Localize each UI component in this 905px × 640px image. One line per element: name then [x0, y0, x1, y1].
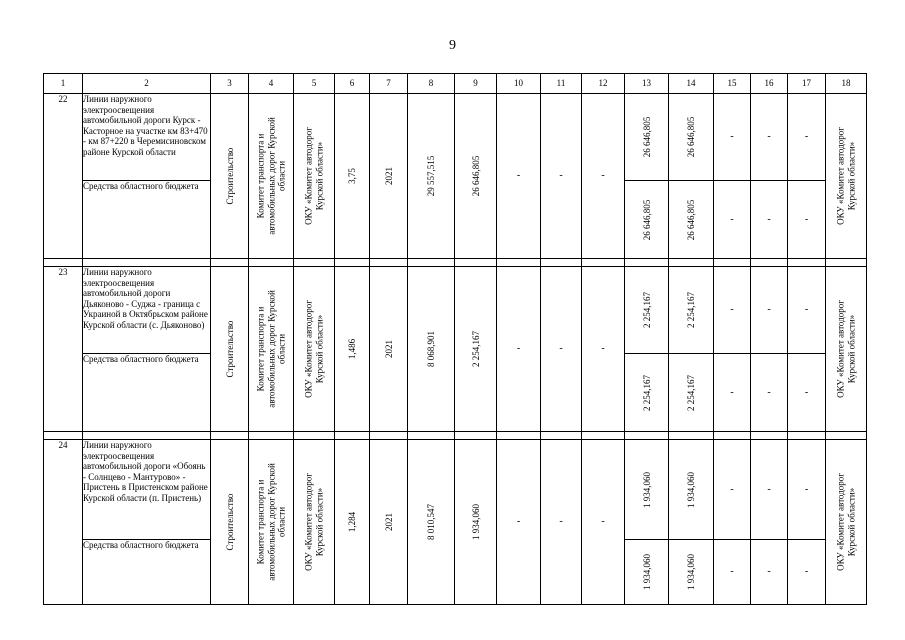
- separator-cell: [370, 259, 408, 267]
- header-cell: 14: [669, 74, 714, 94]
- cell-remaining-text: 26 646,805: [470, 155, 481, 197]
- header-cell: 16: [751, 74, 788, 94]
- cell-col13-text: 2 254,167: [641, 374, 652, 411]
- header-cell: 3: [211, 74, 249, 94]
- cell-year-text: 2021: [383, 513, 394, 531]
- page-number: 9: [449, 38, 456, 53]
- cell-col17-text: -: [804, 483, 809, 495]
- cell-col14-text: 2 254,167: [685, 374, 696, 411]
- cell-builder-text: ОКУ «Комитет автодорог Курской области»: [303, 473, 324, 571]
- separator-cell: [714, 259, 751, 267]
- separator-cell: [582, 259, 625, 267]
- cell-col10-text: -: [516, 342, 521, 354]
- cell-col13-text: 1 934,060: [641, 471, 652, 508]
- cell-col13: [625, 181, 669, 259]
- cell-year: [370, 267, 408, 432]
- cell-customer-text: Комитет транспорта и автомобильных дорог Курской области: [255, 290, 287, 408]
- cell-col13-text: 1 934,060: [641, 554, 652, 590]
- cell-col15-text: -: [730, 213, 734, 225]
- cell-col15: [714, 354, 751, 432]
- cell-col16: [751, 181, 788, 259]
- cell-number: 22: [44, 94, 83, 259]
- cell-col14: [669, 540, 714, 605]
- header-cell: 1: [44, 74, 83, 94]
- separator-cell: [44, 432, 83, 440]
- cell-work-type: [211, 94, 249, 259]
- cell-recipient: [826, 267, 867, 432]
- cell-col17-text: -: [804, 130, 809, 142]
- cell-builder-text: ОКУ «Комитет автодорог Курской области»: [303, 127, 324, 225]
- cell-col14-text: 1 934,060: [685, 471, 696, 508]
- cell-capacity: [335, 94, 370, 259]
- cell-cost-text: 29 557,515: [425, 155, 436, 197]
- cell-col16: [751, 440, 788, 540]
- cell-col16: [751, 540, 788, 605]
- row-separator: [44, 259, 867, 267]
- cell-col16-text: -: [767, 386, 771, 398]
- cell-object-name: Линии наружного электроосвещения автомобильной дороги Курск - Касторное на участке км 83+470 - км 87+220 в Черемисиновском районе Курской области: [83, 94, 211, 181]
- cell-work-type: [211, 440, 249, 605]
- cell-col14-text: 2 254,167: [685, 292, 696, 328]
- object-row: [44, 267, 867, 354]
- separator-cell: [788, 259, 826, 267]
- cell-fund-source: Средства областного бюджета: [83, 354, 211, 432]
- cell-col14-text: 1 934,060: [685, 554, 696, 590]
- cell-remaining-text: 1 934,060: [470, 504, 481, 540]
- cell-col11: [541, 94, 582, 259]
- cell-builder: [294, 267, 335, 432]
- cell-cost: [408, 94, 455, 259]
- cell-col14: [669, 440, 714, 540]
- cell-object-name: Линии наружного электроосвещения автомобильной дороги «Обоянь - Солнцево - Мантурово» - Пристень в Пристенском районе Курской области (п. Пристень): [83, 440, 211, 540]
- cell-col15-text: -: [730, 386, 734, 398]
- separator-cell: [249, 259, 294, 267]
- header-cell: 10: [497, 74, 541, 94]
- separator-cell: [541, 432, 582, 440]
- cell-col16-text: -: [767, 213, 771, 225]
- cell-col17-text: -: [804, 303, 809, 315]
- object-row: [44, 94, 867, 181]
- separator-cell: [826, 259, 867, 267]
- separator-cell: [826, 432, 867, 440]
- cell-fund-source: Средства областного бюджета: [83, 540, 211, 605]
- investment-table: [43, 73, 867, 605]
- cell-col15: [714, 540, 751, 605]
- separator-cell: [751, 259, 788, 267]
- cell-col15: [714, 440, 751, 540]
- cell-customer: [249, 440, 294, 605]
- separator-cell: [669, 432, 714, 440]
- cell-capacity: [335, 440, 370, 605]
- cell-col14: [669, 267, 714, 354]
- cell-remaining-text: 2 254,167: [470, 331, 481, 367]
- separator-cell: [83, 259, 211, 267]
- cell-col15-text: -: [730, 483, 734, 495]
- cell-col13: [625, 94, 669, 181]
- cell-builder: [294, 440, 335, 605]
- cell-col15-text: -: [730, 303, 734, 315]
- cell-col15: [714, 94, 751, 181]
- separator-cell: [455, 432, 497, 440]
- separator-cell: [335, 259, 370, 267]
- header-cell: 5: [294, 74, 335, 94]
- header-cell: 11: [541, 74, 582, 94]
- separator-cell: [294, 259, 335, 267]
- cell-col11-text: -: [559, 515, 563, 527]
- separator-cell: [211, 432, 249, 440]
- header-cell: 12: [582, 74, 625, 94]
- cell-recipient: [826, 94, 867, 259]
- object-row: [44, 440, 867, 540]
- cell-number: 24: [44, 440, 83, 605]
- cell-col11: [541, 440, 582, 605]
- cell-col10-text: -: [516, 169, 521, 181]
- separator-cell: [370, 432, 408, 440]
- cell-col12-text: -: [601, 342, 605, 354]
- separator-cell: [294, 432, 335, 440]
- separator-cell: [541, 259, 582, 267]
- cell-year-text: 2021: [383, 340, 394, 358]
- cell-remaining: [455, 440, 497, 605]
- cell-col16-text: -: [767, 303, 771, 315]
- cell-col15-text: -: [730, 565, 734, 577]
- cell-cost: [408, 267, 455, 432]
- separator-cell: [625, 432, 669, 440]
- cell-recipient-text: ОКУ «Комитет автодорог Курской области»: [835, 127, 856, 225]
- separator-cell: [83, 432, 211, 440]
- header-cell: 9: [455, 74, 497, 94]
- header-cell: 7: [370, 74, 408, 94]
- cell-col13-text: 2 254,167: [641, 292, 652, 328]
- cell-recipient: [826, 440, 867, 605]
- separator-cell: [455, 259, 497, 267]
- cell-work-type-text: Строительство: [224, 493, 235, 551]
- separator-cell: [497, 259, 541, 267]
- cell-customer: [249, 94, 294, 259]
- cell-customer-text: Комитет транспорта и автомобильных дорог Курской области: [255, 463, 287, 581]
- cell-col17: [788, 267, 826, 354]
- cell-col16-text: -: [767, 483, 771, 495]
- header-cell: 4: [249, 74, 294, 94]
- cell-cost-text: 8 010,547: [425, 504, 436, 540]
- cell-col17-text: -: [804, 386, 809, 398]
- cell-col12: [582, 267, 625, 432]
- cell-work-type-text: Строительство: [224, 320, 235, 378]
- cell-year: [370, 94, 408, 259]
- cell-col17: [788, 181, 826, 259]
- cell-col11-text: -: [559, 169, 563, 181]
- cell-col17-text: -: [804, 565, 809, 577]
- cell-col13-text: 26 646,805: [641, 199, 652, 240]
- cell-col16: [751, 354, 788, 432]
- cell-col12-text: -: [601, 515, 605, 527]
- cell-col14: [669, 94, 714, 181]
- separator-cell: [211, 259, 249, 267]
- cell-col12-text: -: [601, 169, 605, 181]
- cell-col10: [497, 94, 541, 259]
- cell-col13: [625, 354, 669, 432]
- cell-remaining: [455, 267, 497, 432]
- cell-capacity-text: 1,486: [346, 338, 357, 360]
- cell-year-text: 2021: [383, 167, 394, 185]
- cell-cost: [408, 440, 455, 605]
- cell-col10: [497, 440, 541, 605]
- cell-col13: [625, 267, 669, 354]
- separator-cell: [408, 259, 455, 267]
- cell-cost-text: 8 068,901: [425, 331, 436, 367]
- header-row: [44, 74, 867, 94]
- table-body: [44, 74, 867, 605]
- cell-recipient-text: ОКУ «Комитет автодорог Курской области»: [835, 473, 856, 571]
- cell-col15-text: -: [730, 130, 734, 142]
- cell-col16: [751, 267, 788, 354]
- header-cell: 17: [788, 74, 826, 94]
- cell-work-type-text: Строительство: [224, 147, 235, 205]
- separator-cell: [751, 432, 788, 440]
- cell-customer: [249, 267, 294, 432]
- cell-col17: [788, 94, 826, 181]
- header-cell: 15: [714, 74, 751, 94]
- cell-object-name: Линии наружного электроосвещения автомобильной дороги Дьяконово - Суджа - граница с Украиной в Октябрьском районе Курской области (с. Дьяконово): [83, 267, 211, 354]
- cell-col15: [714, 181, 751, 259]
- cell-col11: [541, 267, 582, 432]
- cell-col17: [788, 440, 826, 540]
- cell-fund-source: Средства областного бюджета: [83, 181, 211, 259]
- cell-col11-text: -: [559, 342, 563, 354]
- cell-col10-text: -: [516, 515, 521, 527]
- cell-col14-text: 26 646,805: [685, 199, 696, 240]
- cell-builder: [294, 94, 335, 259]
- cell-col13: [625, 440, 669, 540]
- cell-builder-text: ОКУ «Комитет автодорог Курской области»: [303, 300, 324, 398]
- cell-capacity-text: 1,284: [346, 511, 357, 533]
- separator-cell: [625, 259, 669, 267]
- separator-cell: [249, 432, 294, 440]
- cell-customer-text: Комитет транспорта и автомобильных дорог Курской области: [255, 117, 287, 235]
- separator-cell: [44, 259, 83, 267]
- cell-col17: [788, 354, 826, 432]
- cell-col14: [669, 354, 714, 432]
- header-cell: 8: [408, 74, 455, 94]
- cell-col14-text: 26 646,805: [685, 116, 696, 158]
- cell-recipient-text: ОКУ «Комитет автодорог Курской области»: [835, 300, 856, 398]
- cell-remaining: [455, 94, 497, 259]
- cell-col16: [751, 94, 788, 181]
- separator-cell: [582, 432, 625, 440]
- cell-col16-text: -: [767, 565, 771, 577]
- cell-col13: [625, 540, 669, 605]
- cell-col14: [669, 181, 714, 259]
- separator-cell: [714, 432, 751, 440]
- separator-cell: [408, 432, 455, 440]
- cell-work-type: [211, 267, 249, 432]
- header-cell: 6: [335, 74, 370, 94]
- cell-col17: [788, 540, 826, 605]
- cell-col15: [714, 267, 751, 354]
- cell-capacity-text: 3,75: [346, 168, 357, 184]
- header-cell: 2: [83, 74, 211, 94]
- separator-cell: [335, 432, 370, 440]
- cell-col16-text: -: [767, 130, 771, 142]
- cell-year: [370, 440, 408, 605]
- cell-number: 23: [44, 267, 83, 432]
- header-cell: 13: [625, 74, 669, 94]
- cell-col12: [582, 440, 625, 605]
- row-separator: [44, 432, 867, 440]
- cell-col10: [497, 267, 541, 432]
- cell-capacity: [335, 267, 370, 432]
- cell-col12: [582, 94, 625, 259]
- separator-cell: [669, 259, 714, 267]
- separator-cell: [497, 432, 541, 440]
- cell-col13-text: 26 646,805: [641, 116, 652, 158]
- cell-col17-text: -: [804, 213, 809, 225]
- separator-cell: [788, 432, 826, 440]
- header-cell: 18: [826, 74, 867, 94]
